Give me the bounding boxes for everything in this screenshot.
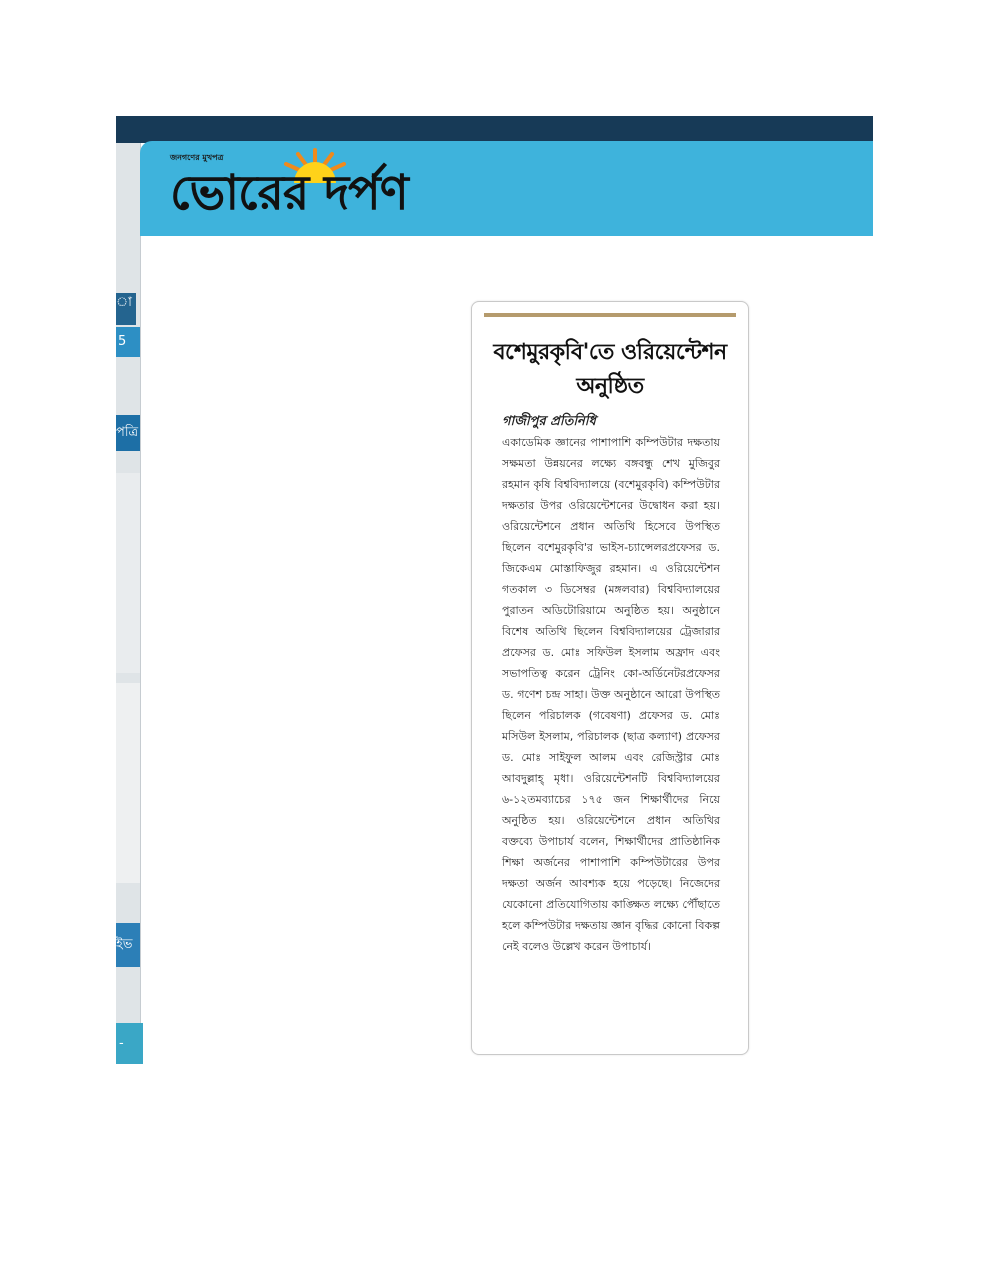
- left-label-4: ইভ: [116, 937, 133, 952]
- top-window-strip: [116, 116, 873, 143]
- article-byline: গাজীপুর প্রতিনিধি: [502, 414, 596, 429]
- newspaper-masthead: [140, 141, 873, 236]
- left-nav-block: [116, 415, 140, 451]
- masthead-tagline: জনগণের মুখপত্র: [170, 153, 224, 162]
- article-headline: বশেমুরকৃবি'তে ওরিয়েন্টেশন অনুষ্ঠিত: [493, 340, 727, 399]
- left-label-3: পত্রি: [116, 425, 139, 440]
- news-clipping: [471, 301, 749, 1055]
- left-content-block: [116, 473, 140, 673]
- clipping-rule: [484, 313, 736, 317]
- left-label-2: 5: [118, 334, 127, 349]
- left-nav-block: [116, 327, 140, 357]
- left-label-5: -: [119, 1036, 124, 1051]
- article-body: একাডেমিক জ্ঞানের পাশাপাশি কম্পিউটার দক্ষতায় সক্ষমতা উন্নয়নের লক্ষ্যে বঙ্গবন্ধু শেখ মুজিবুর রহমান কৃষি বিশ্ববিদ্যালয়ে (বশেমুরকৃবি) কম্পিউটার দক্ষতার উপর ওরিয়েন্টেশনের উদ্বোধন করা হয়। ওরিয়েন্টেশনে প্রধান অতিথি হিসেবে উপস্থিত ছিলেন বশেমুরকৃবি'র ভাইস-চ্যান্সেলরপ্রফেসর ড. জিকেএম মোস্তাফিজুর রহমান। এ ওরিয়েন্টেশন গতকাল ৩ ডিসেম্বর (মঙ্গলবার) বিশ্ববিদ্যালয়ের পুরাতন অডিটোরিয়ামে অনুষ্ঠিত হয়। অনুষ্ঠানে বিশেষ অতিথি ছিলেন বিশ্ববিদ্যালয়ের ট্রেজারার প্রফেসর ড. মোঃ সফিউল ইসলাম অফ্রাদ এবং সভাপতিত্ব করেন ট্রেনিং কো-অর্ডিনেটরপ্রফেসর ড. গণেশ চন্দ্র সাহা। উক্ত অনুষ্ঠানে আরো উপস্থিত ছিলেন পরিচালক (গবেষণা) প্রফেসর ড. মোঃ মসিউল ইসলাম, পরিচালক (ছাত্র কল্যাণ) প্রফেসর ড. মোঃ সাইফুল আলম এবং রেজিস্ট্রার মোঃ আবদুল্লাহ্ মৃধা। ওরিয়েন্টেশনটি বিশ্ববিদ্যালয়ের ৬-১২তমব্যাচের ১৭৫ জন শিক্ষার্থীদের নিয়ে অনুষ্ঠিত হয়। ওরিয়েন্টেশনে প্রধান অতিথির বক্তব্যে উপাচার্য বলেন, শিক্ষার্থীদের প্রাতিষ্ঠানিক শিক্ষা অর্জনের পাশাপাশি কম্পিউটারের উপর দক্ষতা অর্জন আবশ্যক হয়ে পড়েছে। নিজেদের যেকোনো প্রতিযোগিতায় কাঙ্ক্ষিত লক্ষ্যে পৌঁছাতে হলে কম্পিউটার দক্ষতায় জ্ঞান বৃদ্ধির কোনো বিকল্প নেই বলেও উল্লেখ করেন উপাচার্য।: [502, 436, 720, 953]
- left-nav-block: [116, 293, 136, 325]
- left-content-block: [116, 683, 140, 883]
- newspaper-logo: [170, 147, 460, 227]
- left-nav-block: [116, 923, 140, 967]
- left-background-page: [116, 143, 141, 1064]
- left-nav-block: [116, 1023, 143, 1064]
- left-label-1: া: [116, 295, 132, 310]
- masthead-title: ভোরের দর্পণ: [170, 165, 408, 221]
- newspaper-screenshot: [116, 116, 873, 1064]
